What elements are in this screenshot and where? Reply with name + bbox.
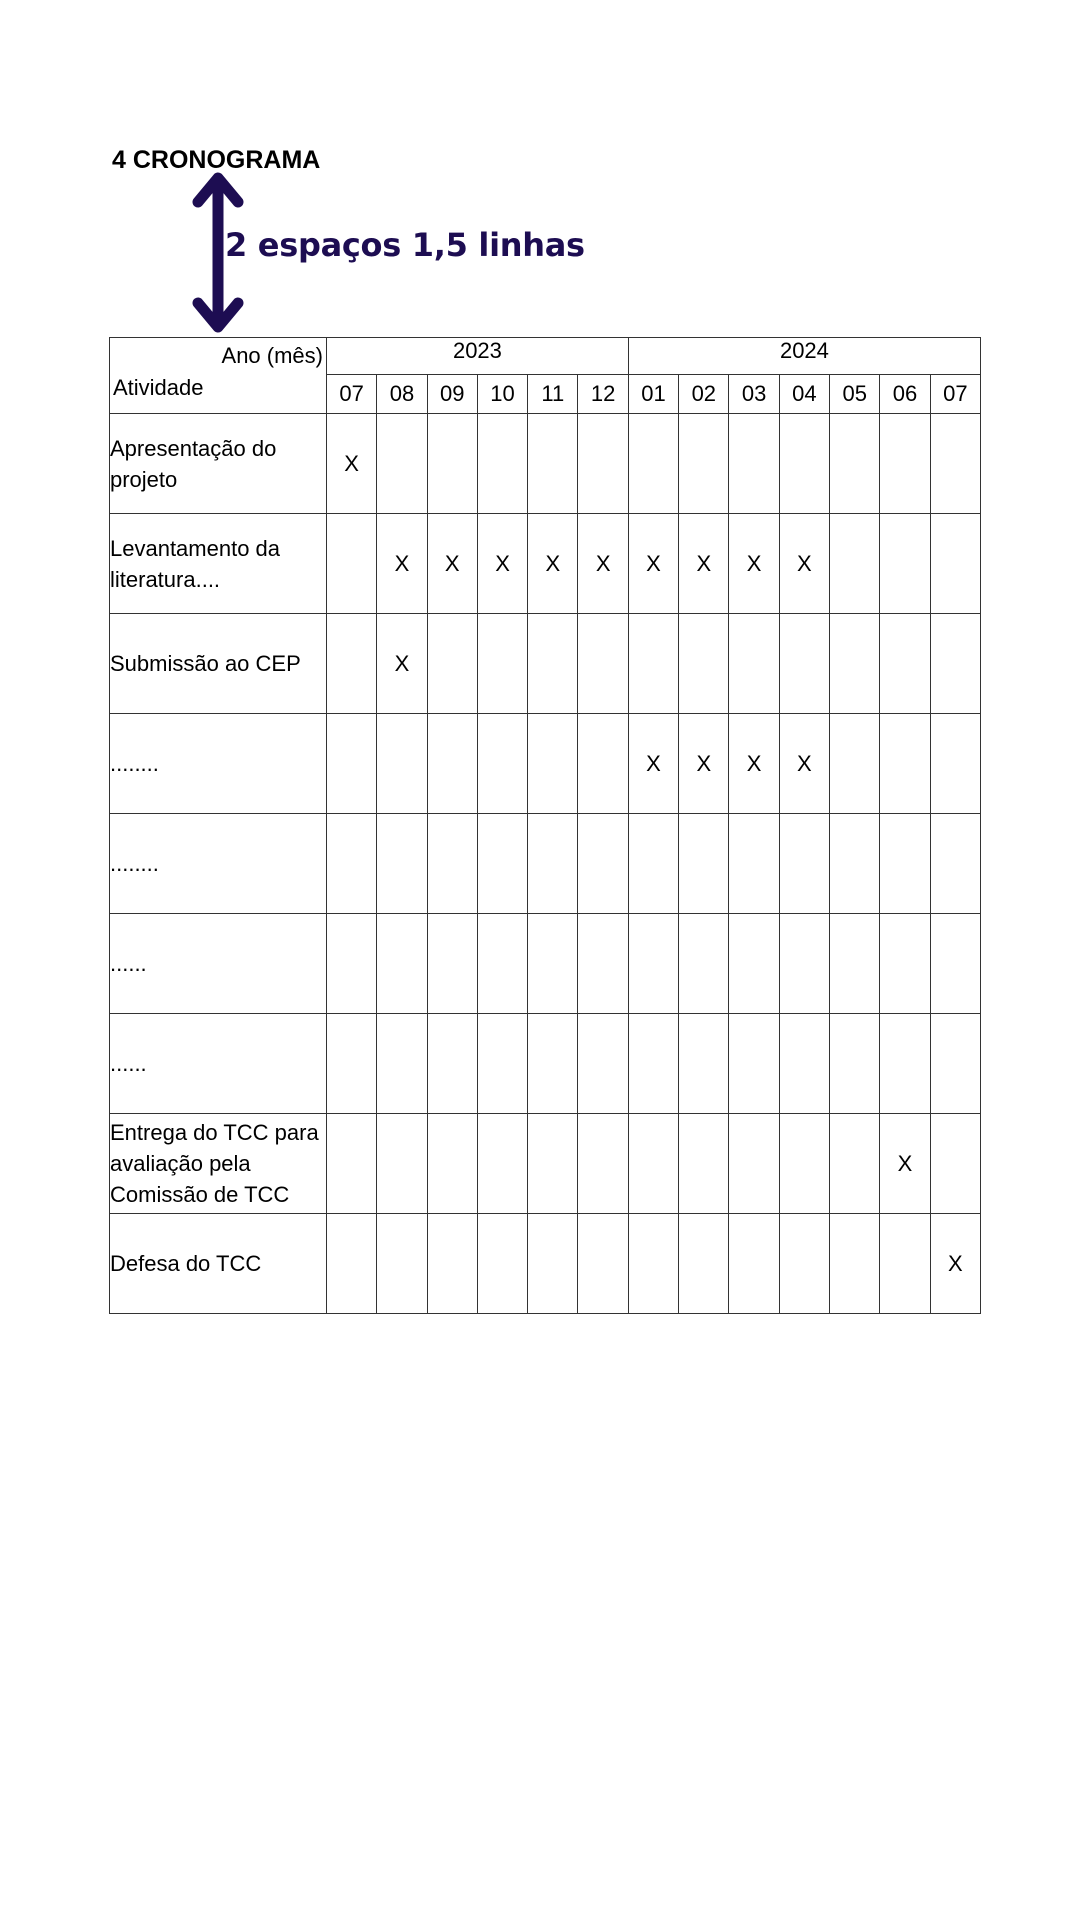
schedule-empty-cell bbox=[830, 514, 880, 614]
schedule-empty-cell bbox=[628, 814, 678, 914]
activity-cell: ...... bbox=[110, 1014, 327, 1114]
table-row bbox=[110, 514, 981, 614]
activity-cell: Apresentação do projeto bbox=[110, 414, 327, 514]
schedule-empty-cell bbox=[930, 414, 980, 514]
schedule-empty-cell bbox=[377, 414, 427, 514]
schedule-empty-cell bbox=[880, 414, 930, 514]
schedule-empty-cell bbox=[679, 1114, 729, 1214]
schedule-empty-cell bbox=[477, 414, 527, 514]
month-header-cell: 07 bbox=[327, 375, 377, 414]
schedule-empty-cell bbox=[729, 1114, 779, 1214]
schedule-empty-cell bbox=[830, 914, 880, 1014]
schedule-empty-cell bbox=[528, 414, 578, 514]
year-header-2024: 2024 bbox=[628, 338, 980, 375]
schedule-empty-cell bbox=[528, 1114, 578, 1214]
schedule-empty-cell bbox=[779, 614, 829, 714]
schedule-mark-cell: X bbox=[628, 514, 678, 614]
schedule-empty-cell bbox=[830, 1014, 880, 1114]
schedule-empty-cell bbox=[477, 614, 527, 714]
schedule-empty-cell bbox=[880, 1214, 930, 1314]
year-month-label: Ano (mês) bbox=[221, 343, 323, 368]
schedule-empty-cell bbox=[377, 1214, 427, 1314]
schedule-empty-cell bbox=[477, 814, 527, 914]
schedule-mark-cell: X bbox=[729, 714, 779, 814]
section-heading: 4 CRONOGRAMA bbox=[112, 146, 321, 174]
schedule-empty-cell bbox=[930, 1014, 980, 1114]
schedule-empty-cell bbox=[477, 914, 527, 1014]
schedule-empty-cell bbox=[779, 814, 829, 914]
schedule-empty-cell bbox=[578, 814, 628, 914]
schedule-empty-cell bbox=[729, 814, 779, 914]
schedule-empty-cell bbox=[477, 714, 527, 814]
schedule-empty-cell bbox=[327, 814, 377, 914]
schedule-empty-cell bbox=[578, 914, 628, 1014]
schedule-empty-cell bbox=[729, 1214, 779, 1314]
schedule-empty-cell bbox=[377, 914, 427, 1014]
schedule-empty-cell bbox=[880, 614, 930, 714]
schedule-empty-cell bbox=[930, 914, 980, 1014]
schedule-empty-cell bbox=[880, 814, 930, 914]
schedule-empty-cell bbox=[528, 914, 578, 1014]
schedule-empty-cell bbox=[327, 714, 377, 814]
spacing-annotation: 2 espaços 1,5 linhas bbox=[225, 226, 585, 264]
schedule-empty-cell bbox=[628, 1114, 678, 1214]
schedule-mark-cell: X bbox=[327, 414, 377, 514]
schedule-mark-cell: X bbox=[528, 514, 578, 614]
activity-cell: ........ bbox=[110, 814, 327, 914]
schedule-empty-cell bbox=[327, 1114, 377, 1214]
schedule-mark-cell: X bbox=[477, 514, 527, 614]
schedule-empty-cell bbox=[628, 914, 678, 1014]
table-row bbox=[110, 1214, 981, 1314]
schedule-mark-cell: X bbox=[578, 514, 628, 614]
schedule-empty-cell bbox=[578, 414, 628, 514]
schedule-empty-cell bbox=[327, 614, 377, 714]
schedule-empty-cell bbox=[628, 614, 678, 714]
schedule-empty-cell bbox=[930, 814, 980, 914]
table-row bbox=[110, 914, 981, 1014]
schedule-empty-cell bbox=[327, 1214, 377, 1314]
schedule-mark-cell: X bbox=[779, 514, 829, 614]
schedule-mark-cell: X bbox=[377, 514, 427, 614]
schedule-empty-cell bbox=[477, 1114, 527, 1214]
activity-label: Atividade bbox=[113, 375, 204, 400]
schedule-empty-cell bbox=[779, 1114, 829, 1214]
schedule-empty-cell bbox=[528, 1014, 578, 1114]
schedule-empty-cell bbox=[930, 1114, 980, 1214]
schedule-empty-cell bbox=[779, 1214, 829, 1314]
schedule-empty-cell bbox=[528, 1214, 578, 1314]
schedule-mark-cell: X bbox=[729, 514, 779, 614]
schedule-empty-cell bbox=[729, 914, 779, 1014]
schedule-empty-cell bbox=[528, 814, 578, 914]
schedule-mark-cell: X bbox=[377, 614, 427, 714]
schedule-mark-cell: X bbox=[779, 714, 829, 814]
schedule-mark-cell: X bbox=[679, 514, 729, 614]
schedule-empty-cell bbox=[679, 1214, 729, 1314]
table-row bbox=[110, 614, 981, 714]
schedule-empty-cell bbox=[830, 814, 880, 914]
schedule-empty-cell bbox=[528, 614, 578, 714]
schedule-empty-cell bbox=[779, 1014, 829, 1114]
schedule-mark-cell: X bbox=[628, 714, 678, 814]
schedule-empty-cell bbox=[628, 1214, 678, 1314]
schedule-empty-cell bbox=[377, 1014, 427, 1114]
schedule-empty-cell bbox=[779, 414, 829, 514]
activity-cell: ........ bbox=[110, 714, 327, 814]
activity-cell: Submissão ao CEP bbox=[110, 614, 327, 714]
schedule-empty-cell bbox=[377, 714, 427, 814]
month-header-cell: 11 bbox=[528, 375, 578, 414]
year-header-2023: 2023 bbox=[327, 338, 629, 375]
schedule-empty-cell bbox=[830, 1214, 880, 1314]
month-header-cell: 07 bbox=[930, 375, 980, 414]
schedule-body bbox=[110, 414, 981, 1314]
month-header-cell: 05 bbox=[830, 375, 880, 414]
schedule-empty-cell bbox=[427, 1114, 477, 1214]
schedule-empty-cell bbox=[427, 914, 477, 1014]
activity-cell: Entrega do TCC para avaliação pela Comissão de TCC bbox=[110, 1114, 327, 1214]
schedule-mark-cell: X bbox=[427, 514, 477, 614]
schedule-empty-cell bbox=[830, 414, 880, 514]
table-row bbox=[110, 1014, 981, 1114]
schedule-empty-cell bbox=[528, 714, 578, 814]
table-row bbox=[110, 714, 981, 814]
schedule-mark-cell: X bbox=[679, 714, 729, 814]
schedule-empty-cell bbox=[377, 1114, 427, 1214]
schedule-empty-cell bbox=[578, 1114, 628, 1214]
activity-cell: Levantamento da literatura.... bbox=[110, 514, 327, 614]
schedule-empty-cell bbox=[930, 614, 980, 714]
month-header-cell: 08 bbox=[377, 375, 427, 414]
month-header-cell: 03 bbox=[729, 375, 779, 414]
schedule-empty-cell bbox=[679, 914, 729, 1014]
table-row bbox=[110, 814, 981, 914]
month-header-cell: 06 bbox=[880, 375, 930, 414]
schedule-empty-cell bbox=[427, 1014, 477, 1114]
schedule-empty-cell bbox=[427, 714, 477, 814]
schedule-empty-cell bbox=[327, 914, 377, 1014]
schedule-empty-cell bbox=[880, 714, 930, 814]
schedule-empty-cell bbox=[679, 814, 729, 914]
schedule-empty-cell bbox=[477, 1014, 527, 1114]
schedule-empty-cell bbox=[880, 914, 930, 1014]
month-header-cell: 10 bbox=[477, 375, 527, 414]
schedule-empty-cell bbox=[779, 914, 829, 1014]
year-header-row bbox=[110, 338, 981, 375]
schedule-empty-cell bbox=[427, 614, 477, 714]
schedule-empty-cell bbox=[729, 1014, 779, 1114]
table-row bbox=[110, 414, 981, 514]
schedule-empty-cell bbox=[729, 614, 779, 714]
schedule-empty-cell bbox=[830, 1114, 880, 1214]
table-row bbox=[110, 1114, 981, 1214]
schedule-empty-cell bbox=[729, 414, 779, 514]
schedule-empty-cell bbox=[830, 614, 880, 714]
schedule-mark-cell: X bbox=[930, 1214, 980, 1314]
schedule-empty-cell bbox=[830, 714, 880, 814]
schedule-empty-cell bbox=[578, 1014, 628, 1114]
schedule-empty-cell bbox=[477, 1214, 527, 1314]
schedule-empty-cell bbox=[427, 414, 477, 514]
schedule-empty-cell bbox=[327, 1014, 377, 1114]
schedule-empty-cell bbox=[930, 714, 980, 814]
month-header-cell: 01 bbox=[628, 375, 678, 414]
schedule-empty-cell bbox=[427, 1214, 477, 1314]
schedule-empty-cell bbox=[327, 514, 377, 614]
schedule-empty-cell bbox=[578, 1214, 628, 1314]
schedule-empty-cell bbox=[880, 514, 930, 614]
month-header-cell: 12 bbox=[578, 375, 628, 414]
schedule-empty-cell bbox=[679, 414, 729, 514]
schedule-empty-cell bbox=[628, 1014, 678, 1114]
schedule-empty-cell bbox=[930, 514, 980, 614]
corner-header-cell bbox=[110, 338, 327, 414]
schedule-empty-cell bbox=[578, 614, 628, 714]
month-header-cell: 02 bbox=[679, 375, 729, 414]
month-header-cell: 04 bbox=[779, 375, 829, 414]
schedule-empty-cell bbox=[427, 814, 477, 914]
schedule-empty-cell bbox=[880, 1014, 930, 1114]
schedule-mark-cell: X bbox=[880, 1114, 930, 1214]
schedule-table bbox=[109, 337, 981, 1314]
activity-cell: ...... bbox=[110, 914, 327, 1014]
month-header-cell: 09 bbox=[427, 375, 477, 414]
activity-cell: Defesa do TCC bbox=[110, 1214, 327, 1314]
schedule-empty-cell bbox=[679, 1014, 729, 1114]
schedule-empty-cell bbox=[578, 714, 628, 814]
schedule-empty-cell bbox=[679, 614, 729, 714]
schedule-empty-cell bbox=[377, 814, 427, 914]
schedule-empty-cell bbox=[628, 414, 678, 514]
